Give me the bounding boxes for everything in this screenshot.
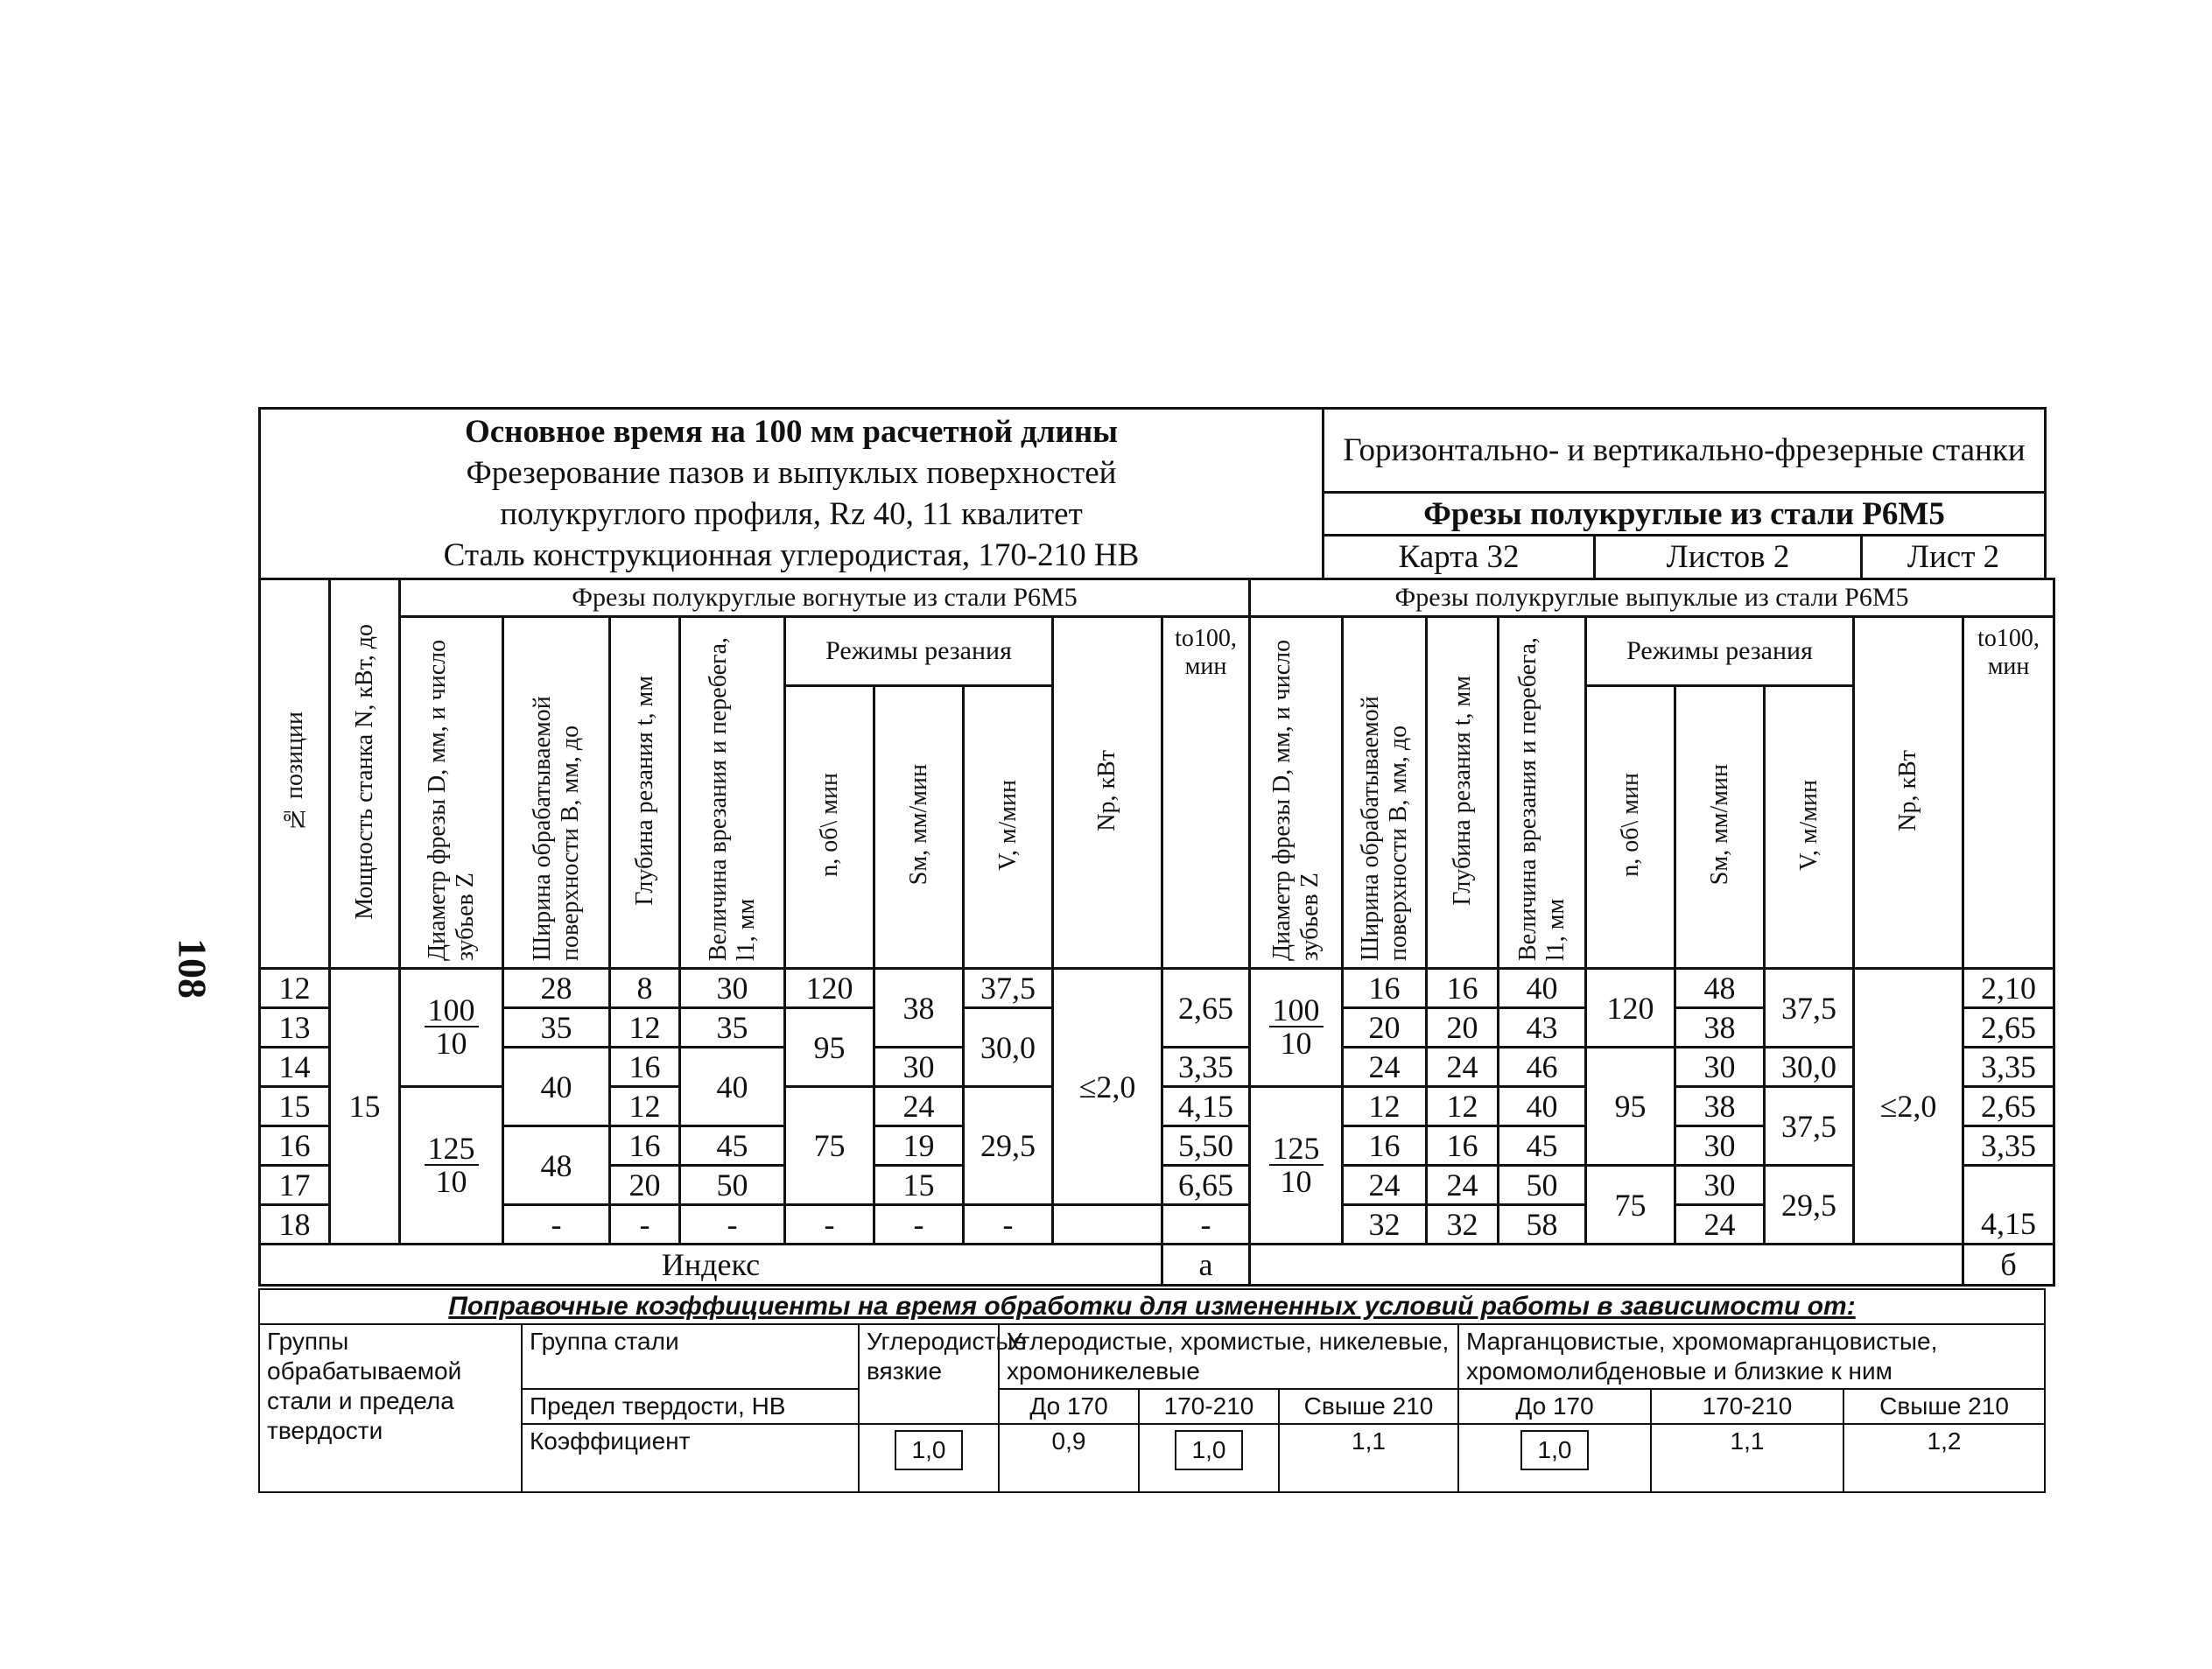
col-np-header: Np, кВт	[1053, 617, 1162, 969]
coef-caption: Поправочные коэффициенты на время обработки для измененных условий работы в зависимости от:	[259, 1289, 2045, 1324]
pos-cell: 18	[260, 1205, 330, 1245]
n-cell-r: 95	[1586, 1048, 1675, 1166]
manganese-label: Марганцовистые, хромомарганцовистые, хромомолибденовые и близкие к ним	[1458, 1324, 2045, 1389]
page-number: 108	[170, 938, 215, 999]
cut-cell-r: 43	[1499, 1008, 1586, 1048]
col-v-header: V, м/мин	[964, 686, 1053, 969]
card-number: Карта 32	[1324, 536, 1595, 579]
cut-cell-r: 45	[1499, 1126, 1586, 1166]
depth-cell-r: 24	[1427, 1166, 1499, 1205]
width-cell-r: 24	[1343, 1048, 1427, 1087]
v-cell-r: 29,5	[1765, 1166, 1854, 1245]
index-label: Индекс	[260, 1245, 1162, 1286]
v-cell-r: 37,5	[1765, 969, 1854, 1048]
diam-cell-r: $\frac{100}{10}$	[1250, 969, 1343, 1087]
cut-cell: 40	[680, 1048, 785, 1126]
col-np-header-r: Np, кВт	[1854, 617, 1963, 969]
depth-cell: 16	[610, 1048, 680, 1087]
cut-cell: 45	[680, 1126, 785, 1166]
width-cell-r: 24	[1343, 1166, 1427, 1205]
hardness-cell: До 170	[999, 1389, 1139, 1424]
card-title	[260, 409, 1324, 579]
col-diam-header: Диаметр фрезы D, мм, и число зубьев Z	[400, 617, 503, 969]
np-cell-empty	[1053, 1205, 1162, 1245]
sm-cell-r: 38	[1675, 1087, 1765, 1126]
n-cell-r: 75	[1586, 1166, 1675, 1245]
v-cell-r: 37,5	[1765, 1087, 1854, 1166]
depth-cell: 16	[610, 1126, 680, 1166]
subtitle-3: Сталь конструкционная углеродистая, 170-210 НВ	[443, 537, 1140, 573]
hardness-cell: 170-210	[1139, 1389, 1279, 1424]
sm-cell-r: 30	[1675, 1166, 1765, 1205]
cut-cell-r: 50	[1499, 1166, 1586, 1205]
width-cell: -	[503, 1205, 610, 1245]
v-cell: 37,5	[964, 969, 1053, 1008]
width-cell: 35	[503, 1008, 610, 1048]
hardness-cell: 170-210	[1651, 1389, 1843, 1424]
hardness-label: Предел твердости, НВ	[522, 1389, 859, 1424]
coef-cell: 1,1	[1279, 1424, 1458, 1492]
index-row	[260, 1245, 2054, 1286]
diam-cell: $\frac{100}{10}$	[400, 969, 503, 1087]
n-cell: 75	[785, 1087, 874, 1205]
width-cell: 40	[503, 1048, 610, 1126]
col-width-header: Ширина обрабатываемой поверхности B, мм, до	[503, 617, 610, 969]
cut-cell-r: 46	[1499, 1048, 1586, 1087]
v-cell: 30,0	[964, 1008, 1053, 1087]
to-cell-r: 3,35	[1963, 1126, 2054, 1166]
depth-cell: 20	[610, 1166, 680, 1205]
norm-card	[258, 407, 2044, 1493]
col-sm-header: Sм, мм/мин	[874, 686, 964, 969]
sm-cell-r: 30	[1675, 1048, 1765, 1087]
diam-cell-r: $\frac{125}{10}$	[1250, 1087, 1343, 1245]
to-cell-r: 2,65	[1963, 1008, 2054, 1048]
sheets-count: Листов 2	[1595, 536, 1862, 579]
index-left: а	[1162, 1245, 1250, 1286]
subtitle-2: полукруглого профиля, Rz 40, 11 квалитет	[500, 496, 1083, 532]
depth-cell: 8	[610, 969, 680, 1008]
viscous-label: Углеродистые вязкие	[859, 1324, 999, 1424]
col-to-header: to100, мин	[1162, 617, 1250, 969]
sm-cell-r: 48	[1675, 969, 1765, 1008]
pos-cell: 12	[260, 969, 330, 1008]
coef-cell: 1,0	[1139, 1424, 1279, 1492]
depth-cell: 12	[610, 1008, 680, 1048]
depth-cell-r: 24	[1427, 1048, 1499, 1087]
coef-cell: 0,9	[999, 1424, 1139, 1492]
width-cell-r: 16	[1343, 969, 1427, 1008]
to-cell-r: 3,35	[1963, 1048, 2054, 1087]
to-cell: 5,50	[1162, 1126, 1250, 1166]
pos-cell: 17	[260, 1166, 330, 1205]
steel-group-label: Группа стали	[522, 1324, 859, 1389]
sm-cell-r: 30	[1675, 1126, 1765, 1166]
sm-cell: 15	[874, 1166, 964, 1205]
n-cell: 120	[785, 969, 874, 1008]
to-cell: 6,65	[1162, 1166, 1250, 1205]
width-cell-r: 32	[1343, 1205, 1427, 1245]
col-depth-header-r: Глубина резания t, мм	[1427, 617, 1499, 969]
sm-cell: 19	[874, 1126, 964, 1166]
coefficient-label: Коэффициент	[522, 1424, 859, 1492]
to-cell-r: 2,10	[1963, 969, 2054, 1008]
cut-cell: 35	[680, 1008, 785, 1048]
hardness-cell: До 170	[1458, 1389, 1651, 1424]
np-cell-r: ≤2,0	[1854, 969, 1963, 1245]
diam-cell: $\frac{125}{10}$	[400, 1087, 503, 1245]
machines-title: Горизонтально- и вертикально-фрезерные станки	[1324, 409, 2046, 493]
tool-title: Фрезы полукруглые из стали Р6М5	[1324, 492, 2046, 536]
sm-cell: 24	[874, 1087, 964, 1126]
depth-cell: -	[610, 1205, 680, 1245]
col-to-header-r: to100, мин	[1963, 617, 2054, 969]
col-regime-header: Режимы резания	[785, 617, 1053, 686]
to-cell: 4,15	[1162, 1087, 1250, 1126]
col-pos-header: № позиции	[260, 579, 330, 969]
col-v-header-r: V, м/мин	[1765, 686, 1854, 969]
hardness-cell: Свыше 210	[1279, 1389, 1458, 1424]
coef-cell: 1,0	[859, 1424, 999, 1492]
cut-cell-r: 40	[1499, 969, 1586, 1008]
title-bold: Основное время на 100 мм расчетной длины	[464, 414, 1119, 450]
sheet-number: Лист 2	[1862, 536, 2046, 579]
sm-cell: 30	[874, 1048, 964, 1087]
col-power-header: Мощность станка N, кВт, до	[330, 579, 400, 969]
depth-cell-r: 12	[1427, 1087, 1499, 1126]
v-cell-r: 30,0	[1765, 1048, 1854, 1087]
cut-cell: 30	[680, 969, 785, 1008]
width-cell-r: 20	[1343, 1008, 1427, 1048]
power-cell: 15	[330, 969, 400, 1245]
coef-cell: 1,0	[1458, 1424, 1651, 1492]
to-cell: -	[1162, 1205, 1250, 1245]
coef-cell: 1,1	[1651, 1424, 1843, 1492]
pos-cell: 13	[260, 1008, 330, 1048]
coef-table	[258, 1288, 2046, 1493]
depth-cell-r: 16	[1427, 1126, 1499, 1166]
to-cell: 3,35	[1162, 1048, 1250, 1087]
header-table	[258, 407, 2047, 580]
width-cell: 48	[503, 1126, 610, 1205]
depth-cell-r: 32	[1427, 1205, 1499, 1245]
to-cell-r-empty	[1963, 1166, 2054, 1205]
col-n-header-r: n, об\ мин	[1586, 686, 1675, 969]
table-row	[260, 969, 2054, 1008]
col-cut-header-r: Величина врезания и перебега, l1, мм	[1499, 617, 1586, 969]
main-table	[258, 578, 2055, 1287]
carbon-label: Углеродистые, хромистые, никелевые, хромоникелевые	[999, 1324, 1458, 1389]
to-cell-r: 2,65	[1963, 1087, 2054, 1126]
col-regime-header-r: Режимы резания	[1586, 617, 1854, 686]
pos-cell: 15	[260, 1087, 330, 1126]
col-depth-header: Глубина резания t, мм	[610, 617, 680, 969]
sm-cell-r: 38	[1675, 1008, 1765, 1048]
n-cell-r: 120	[1586, 969, 1675, 1048]
sm-cell: 38	[874, 969, 964, 1048]
v-cell: -	[964, 1205, 1053, 1245]
col-diam-header-r: Диаметр фрезы D, мм, и число зубьев Z	[1250, 617, 1343, 969]
index-spacer	[1250, 1245, 1963, 1286]
depth-cell-r: 20	[1427, 1008, 1499, 1048]
index-right: б	[1963, 1245, 2054, 1286]
cut-cell: -	[680, 1205, 785, 1245]
cut-cell: 50	[680, 1166, 785, 1205]
v-cell: 29,5	[964, 1087, 1053, 1205]
to-cell-r: 4,15	[1963, 1205, 2054, 1245]
coef-group-label: Группы обрабатываемой стали и предела твердости	[259, 1324, 522, 1492]
width-cell: 28	[503, 969, 610, 1008]
col-cut-header: Величина врезания и перебега, l1, мм	[680, 617, 785, 969]
col-width-header-r: Ширина обрабатываемой поверхности B, мм, до	[1343, 617, 1427, 969]
coef-cell: 1,2	[1843, 1424, 2045, 1492]
sm-cell-r: 24	[1675, 1205, 1765, 1245]
group-convex: Фрезы полукруглые выпуклые из стали Р6М5	[1250, 579, 2054, 617]
hardness-cell: Свыше 210	[1843, 1389, 2045, 1424]
width-cell-r: 12	[1343, 1087, 1427, 1126]
sm-cell: -	[874, 1205, 964, 1245]
cut-cell-r: 58	[1499, 1205, 1586, 1245]
depth-cell: 12	[610, 1087, 680, 1126]
col-sm-header-r: Sм, мм/мин	[1675, 686, 1765, 969]
np-cell: ≤2,0	[1053, 969, 1162, 1205]
pos-cell: 16	[260, 1126, 330, 1166]
group-concave: Фрезы полукруглые вогнутые из стали Р6М5	[400, 579, 1250, 617]
cut-cell-r: 40	[1499, 1087, 1586, 1126]
to-cell: 2,65	[1162, 969, 1250, 1048]
pos-cell: 14	[260, 1048, 330, 1087]
depth-cell-r: 16	[1427, 969, 1499, 1008]
n-cell: -	[785, 1205, 874, 1245]
n-cell: 95	[785, 1008, 874, 1087]
width-cell-r: 16	[1343, 1126, 1427, 1166]
col-n-header: n, об\ мин	[785, 686, 874, 969]
subtitle-1: Фрезерование пазов и выпуклых поверхностей	[466, 455, 1117, 491]
